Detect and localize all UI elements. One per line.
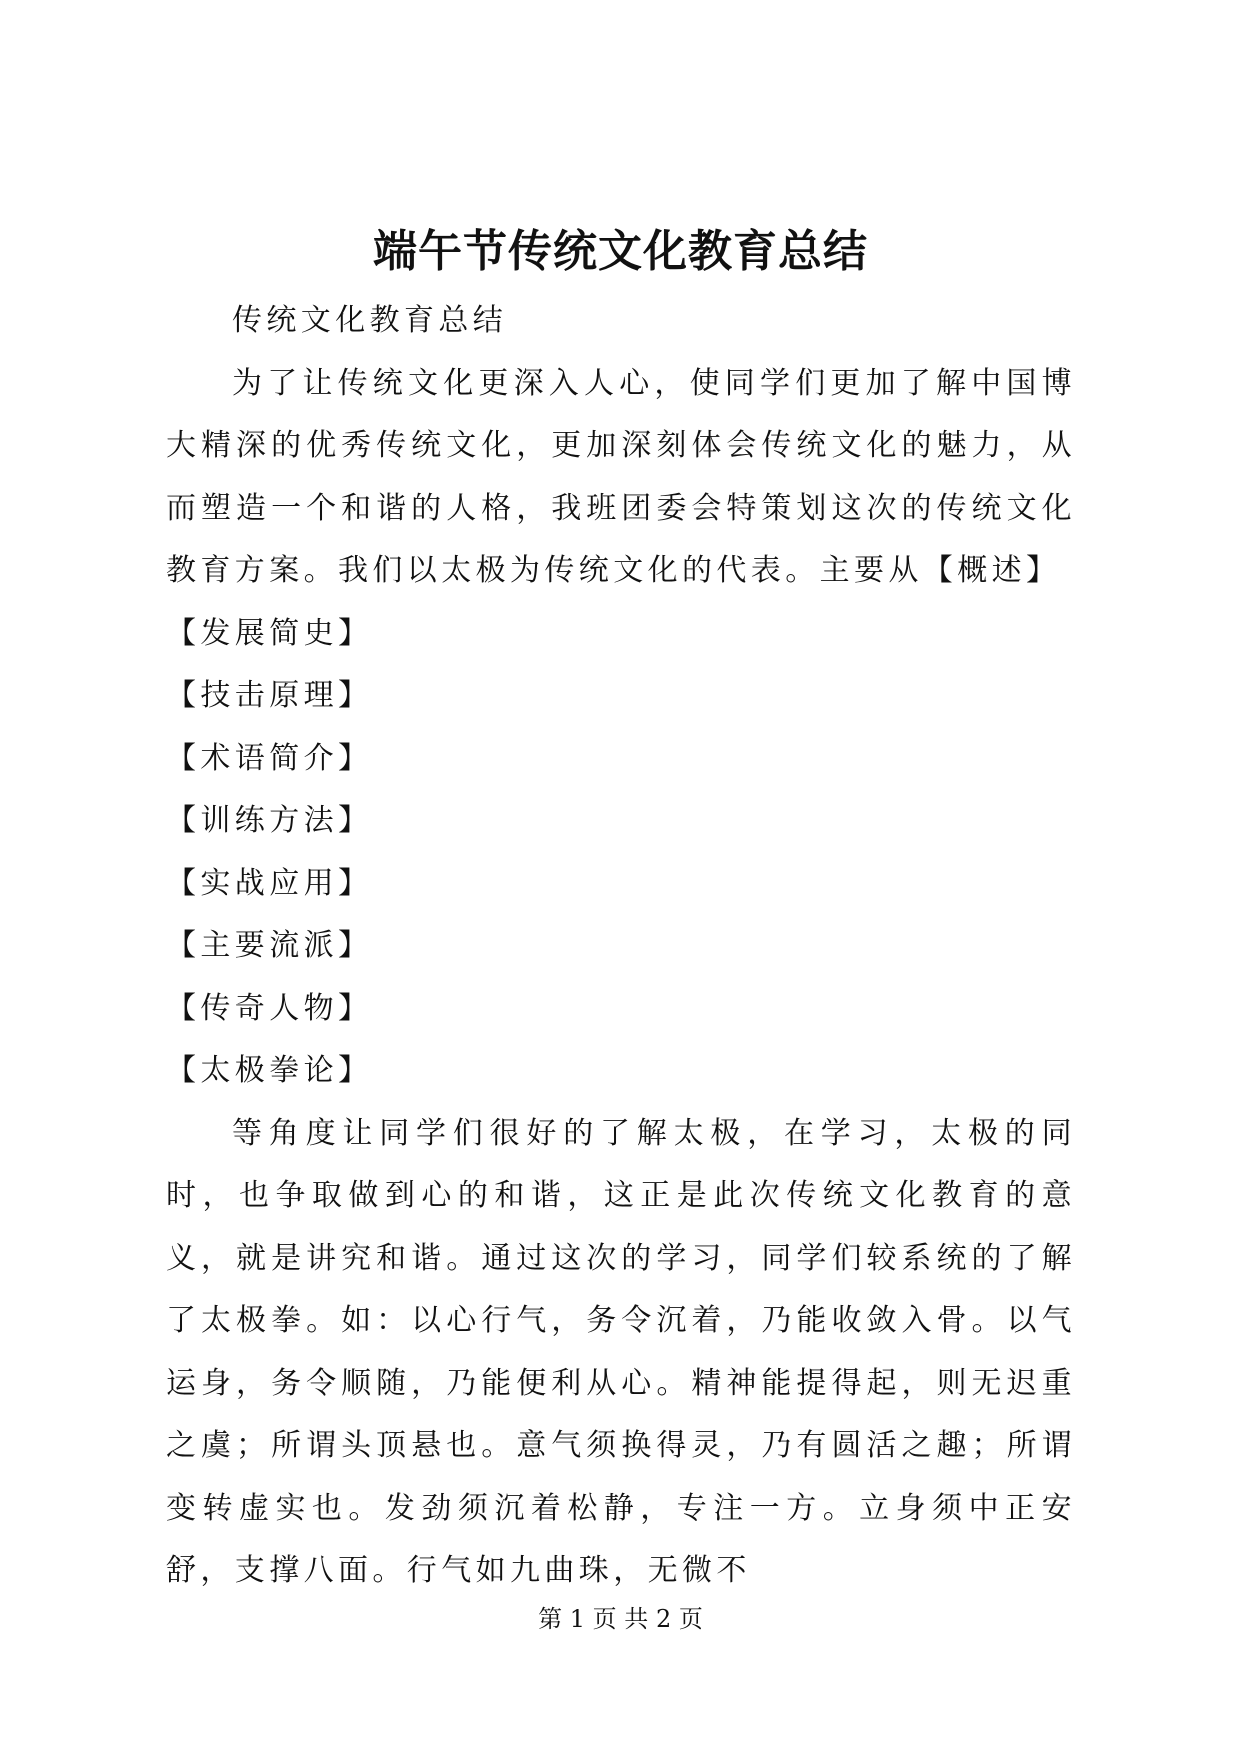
topic-item: 【太极拳论】 bbox=[166, 1053, 373, 1088]
intro-paragraph: 为了让传统文化更深入人心，使同学们更加了解中国博大精深的优秀传统文化，更加深刻体会传统文化的魅力，从而塑造一个和谐的人格，我班团委会特策划这次的传统文化教育方案。我们以太极为传统文化的代表。主要从【概述】 bbox=[166, 365, 1076, 588]
topic-item: 【主要流派】 bbox=[166, 928, 373, 963]
document-title: 端午节传统文化教育总结 bbox=[373, 226, 868, 277]
conclusion-paragraph: 等角度让同学们很好的了解太极，在学习，太极的同时，也争取做到心的和谐，这正是此次传统文化教育的意义，就是讲究和谐。通过这次的学习，同学们较系统的了解了太极拳。如：以心行气，务令沉着，乃能收敛入骨。以气运身，务令顺随，乃能便利从心。精神能提得起，则无迟重之虞；所谓头顶悬也。意气须换得灵，乃有圆活之趣；所谓变转虚实也。发劲须沉着松静，专注一方。立身须中正安舒，支撑八面。行气如九曲珠，无微不 bbox=[166, 1115, 1076, 1588]
topic-item: 【实战应用】 bbox=[166, 865, 373, 901]
topic-item: 【术语简介】 bbox=[166, 740, 373, 776]
page-footer: 第 1 页 共 2 页 bbox=[538, 1605, 703, 1633]
subtitle-paragraph: 传统文化教育总结 bbox=[232, 303, 508, 338]
topic-item: 【训练方法】 bbox=[166, 803, 373, 838]
topic-item: 【技击原理】 bbox=[166, 678, 373, 713]
topic-item: 【传奇人物】 bbox=[166, 990, 373, 1026]
topic-item: 【发展简史】 bbox=[166, 615, 373, 651]
document-body bbox=[166, 290, 1076, 1603]
